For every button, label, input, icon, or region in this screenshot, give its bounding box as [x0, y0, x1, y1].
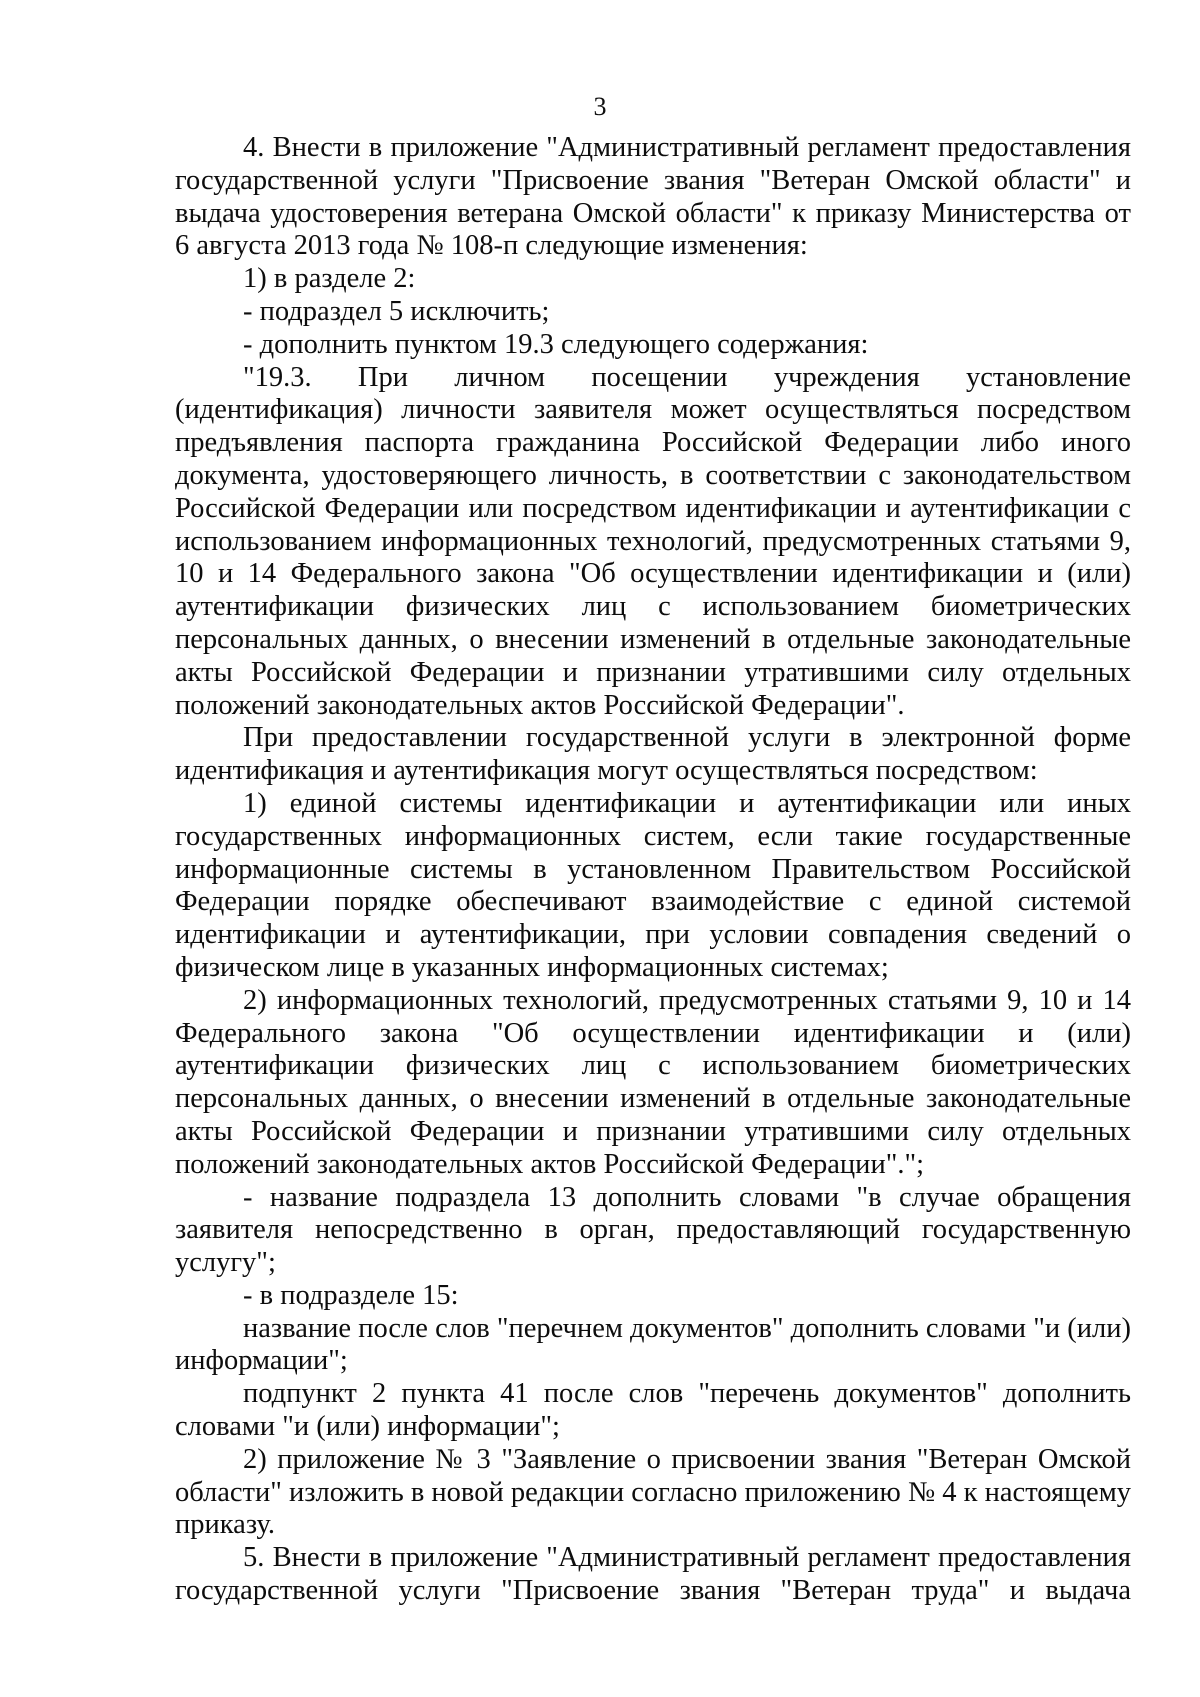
document-body	[175, 132, 1131, 1608]
paragraph-subpoint-2-point-41: подпункт 2 пункта 41 после слов "перечень документов" дополнить словами "и (или) информации";	[175, 1378, 1131, 1443]
paragraph-subsection-13-title: - название подраздела 13 дополнить словами "в случае обращения заявителя непосредственно в орган, предоставляющий государственную услугу";	[175, 1181, 1131, 1279]
paragraph-point-19-3-text: "19.3. При личном посещении учреждения установление (идентификация) личности заявителя может осуществляться посредством предъявления паспорта гражданина Российской Федерации либо иного документа, удостоверяющего личность, в соответствии с законодательством Российской Федерации или посредством идентификации и аутентификации с использованием информационных технологий, предусмотренных статьями 9, 10 и 14 Федерального закона "Об осуществлении идентификации и (или) аутентификации физических лиц с использованием биометрических персональных данных, о внесении изменений в отдельные законодательные акты Российской Федерации и признании утратившими силу отдельных положений законодательных актов Российской Федерации".	[175, 361, 1131, 721]
paragraph-subsection-15: - в подразделе 15:	[243, 1279, 459, 1311]
paragraph-add-point-19-3: - дополнить пунктом 19.3 следующего содержания:	[243, 328, 869, 360]
paragraph-subitem-1-section-2: 1) в разделе 2:	[243, 263, 416, 295]
paragraph-exclude-subsection-5: - подраздел 5 исключить;	[243, 295, 550, 327]
paragraph-appendix-3: 2) приложение № 3 "Заявление о присвоении звания "Ветеран Омской области" изложить в новой редакции согласно приложению № 4 к настоящему приказу.	[175, 1443, 1131, 1541]
paragraph-item-5: 5. Внести в приложение "Административный регламент предоставления государственной услуги "Присвоение звания "Ветеран труда" и выдача	[175, 1542, 1131, 1607]
page-number: 3	[593, 92, 607, 121]
paragraph-electronic-form: При предоставлении государственной услуги в электронной форме идентификация и аутентификация могут осуществляться посредством:	[175, 722, 1131, 787]
paragraph-item-4: 4. Внести в приложение "Административный регламент предоставления государственной услуги "Присвоение звания "Ветеран Омской области" и выдача удостоверения ветерана Омской области" к приказу Министерства от 6 августа 2013 года № 108-п следующие изменения:	[175, 132, 1131, 262]
paragraph-information-technologies: 2) информационных технологий, предусмотренных статьями 9, 10 и 14 Федерального закона "Об осуществлении идентификации и (или) аутентификации физических лиц с использованием биометрических персональных данных, о внесении изменений в отдельные законодательные акты Российской Федерации и признании утратившими силу отдельных положений законодательных актов Российской Федерации".";	[175, 984, 1131, 1180]
paragraph-title-documents-list: название после слов "перечнем документов" дополнить словами "и (или) информации";	[175, 1312, 1131, 1377]
paragraph-unified-system: 1) единой системы идентификации и аутентификации или иных государственных информационных систем, если такие государственные информационные системы в установленном Правительством Российской Федерации порядке обеспечивают взаимодействие с единой системой идентификации и аутентификации, при условии совпадения сведений о физическом лице в указанных информационных системах;	[175, 787, 1131, 983]
